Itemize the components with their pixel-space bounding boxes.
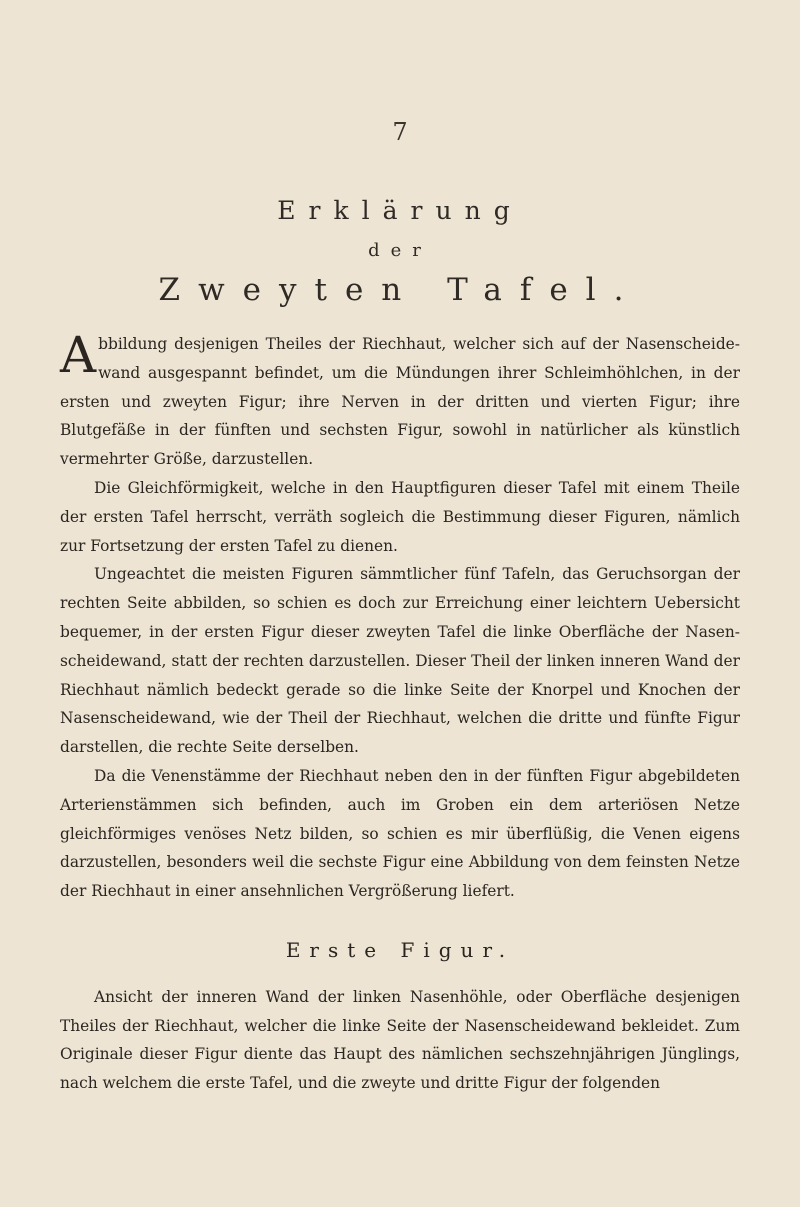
heading-zweyten-tafel: Zweyten Tafel. bbox=[158, 272, 642, 308]
paragraph-1 bbox=[60, 326, 740, 474]
paragraph-2: Die Gleichförmigkeit, welche in den Hauptfiguren dieser Tafel mit einem Theile der ersten Tafel herrscht, verräth sogleich die Bestimmung dieser Figuren, nämlich zur Fortsetzung der ersten Tafel zu dienen. bbox=[60, 478, 740, 555]
section-paragraph: Ansicht der inneren Wand der linken Nasenhöhle, oder Oberfläche desjenigen Theiles der Riechhaut, welcher die linke Seite der Nasenscheidewand bekleidet. Zum Originale dieser Figur diente das Haupt des nämlichen sechszehnjährigen Jünglings, nach welchem die erste Tafel, und die zweyte und dritte Figur der folgenden bbox=[60, 987, 740, 1093]
heading-erklaerung: Erklärung bbox=[277, 196, 523, 225]
paragraph-4: Da die Venenstämme der Riechhaut neben den in der fünften Figur abgebildeten Arterienstämmen sich befinden, auch im Groben ein dem arteriösen Netze gleichförmiges venöses Netz bilden, so schien es mir überflüßig, die Venen eigens darzustellen, besonders weil die sechste Figur eine Abbildung von dem feinsten Netze der Riechhaut in einer ansehnlichen Vergrößerung liefert. bbox=[60, 766, 740, 901]
section-heading: Erste Figur. bbox=[285, 937, 515, 962]
initial-letter: A bbox=[60, 326, 97, 384]
paragraph-3: Ungeachtet die meisten Figuren sämmtlicher fünf Tafeln, das Geruchsorgan der rechten Seite abbilden, so schien es doch zur Erreichung einer leichtern Uebersicht bequemer, in der ersten Figur dieser zweyten Tafel die linke Oberfläche der Nasenscheidewand, statt der rechten darzustellen. Dieser Theil der linken inneren Wand der Riechhaut nämlich bedeckt gerade so die linke Seite der Knorpel und Knochen der Nasenscheidewand, wie der Theil der Riechhaut, welchen die dritte und fünfte Figur darstellen, die rechte Seite derselben. bbox=[60, 565, 740, 757]
page-number: 7 bbox=[392, 118, 408, 146]
heading-der: der bbox=[368, 240, 432, 261]
paragraph-1-text: bbildung desjenigen Theiles der Riechhaut, welcher sich auf der Nasenscheidewand ausgespannt befindet, um die Mündungen ihrer Schleimhöhlchen, in der ersten und zweyten Figur; ihre Nerven in der dritten und vierten Figur; ihre Blutgefäße in der fünften und sechsten Figur, sowohl in natürlicher als künstlich vermehrter Größe, darzustellen. bbox=[60, 335, 740, 469]
body-text bbox=[60, 326, 740, 1098]
